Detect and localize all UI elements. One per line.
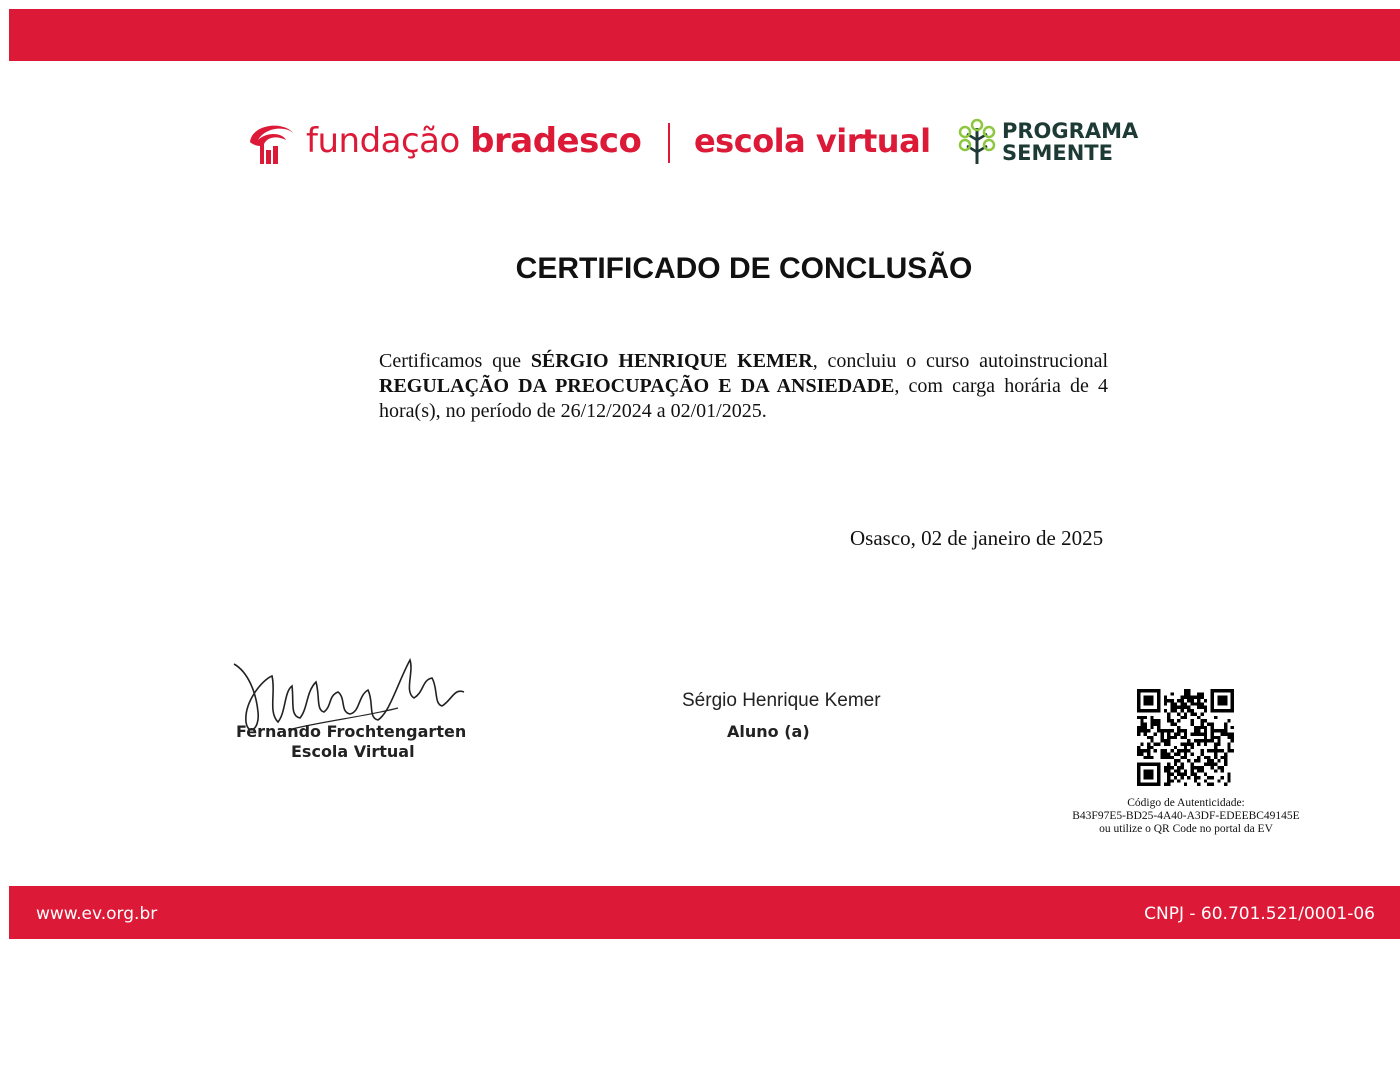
place-and-date: Osasco, 02 de janeiro de 2025 <box>850 526 1104 550</box>
body-course-name: REGULAÇÃO DA PREOCUPAÇÃO E DA ANSIEDADE <box>379 375 895 397</box>
certificate-body <box>379 349 1108 424</box>
certificate-title: CERTIFICADO DE CONCLUSÃO <box>515 252 973 285</box>
qr-code-icon[interactable] <box>1137 689 1234 786</box>
authenticity-code: B43F97E5-BD25-4A40-A3DF-EDEEBC49145E <box>1072 810 1300 822</box>
top-red-band <box>9 9 1400 61</box>
authenticity-block <box>1040 797 1332 836</box>
authenticity-label: Código de Autenticidade: <box>1127 797 1245 809</box>
student-signature-name: Sérgio Henrique Kemer <box>682 690 881 711</box>
signer-name: Fernando Frochtengarten <box>236 722 467 741</box>
authenticity-note: ou utilize o QR Code no portal da EV <box>1099 823 1273 835</box>
brand-light-text: fundação <box>306 121 460 162</box>
brand-bold-text: bradesco <box>470 121 642 162</box>
body-mid: , concluiu o curso autoinstrucional <box>812 350 1108 372</box>
brand-divider <box>668 123 670 163</box>
body-intro: Certificamos que <box>379 350 531 372</box>
programa-semente-logo <box>958 118 1138 166</box>
footer-website-link[interactable]: www.ev.org.br <box>36 904 158 924</box>
body-student-name: SÉRGIO HENRIQUE KEMER <box>530 350 813 372</box>
fundacao-bradesco-logo <box>244 110 931 174</box>
footer-cnpj: CNPJ - 60.701.521/0001-06 <box>1144 904 1375 924</box>
body-tail: , com carga horária de 4 hora(s), no período de 26/12/2024 a 02/01/2025. <box>379 375 1108 422</box>
signer-organization: Escola Virtual <box>291 742 415 761</box>
seedling-icon <box>958 118 996 166</box>
bradesco-tree-icon <box>244 116 298 168</box>
program-line-2: SEMENTE <box>1002 141 1113 165</box>
student-role-label: Aluno (a) <box>727 722 810 741</box>
program-line-1: PROGRAMA <box>1002 119 1139 143</box>
brand-sub-text: escola virtual <box>693 122 931 161</box>
